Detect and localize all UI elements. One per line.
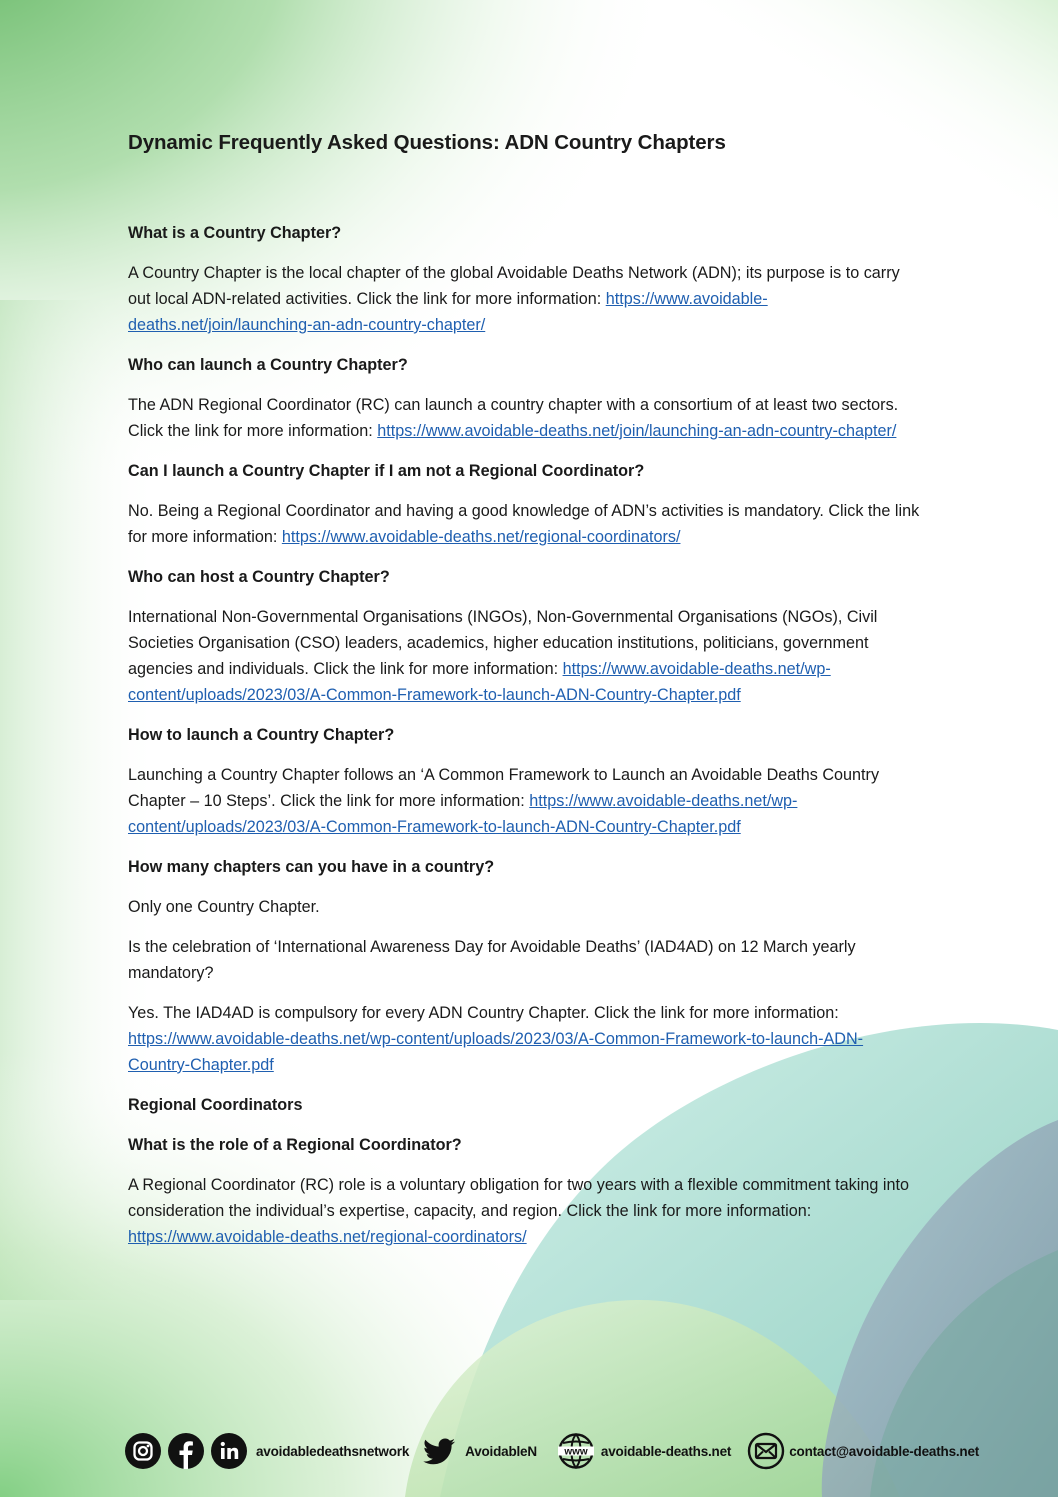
answer-how-many-chapters: Only one Country Chapter. bbox=[128, 898, 320, 916]
answer-text: International Non-Governmental Organisations (INGOs), Non-Governmental Organisations (NGOs), Civil Societies Organisation (CSO) leaders, academics, higher education institutions, politicians, government agencies and individuals. Click the link for more information: bbox=[128, 608, 878, 678]
answer-who-can-host bbox=[128, 604, 923, 708]
footer-contact-bar bbox=[124, 1428, 979, 1474]
more-info-link[interactable]: https://www.avoidable-deaths.net/join/launching-an-adn-country-chapter/ bbox=[128, 290, 768, 334]
more-info-link[interactable]: https://www.avoidable-deaths.net/regional-coordinators/ bbox=[281, 528, 681, 546]
more-info-link[interactable]: https://www.avoidable-deaths.net/wp-content/uploads/2023/03/A-Common-Framework-to-launch-ADN-Country-Chapter.pdf bbox=[128, 660, 831, 704]
answer-launch-without-rc bbox=[128, 498, 923, 550]
question-who-can-host: Who can host a Country Chapter? bbox=[128, 568, 390, 586]
answer-who-can-launch bbox=[128, 392, 923, 444]
section-heading-regional-coordinators: Regional Coordinators bbox=[128, 1096, 303, 1114]
question-who-can-launch: Who can launch a Country Chapter? bbox=[128, 356, 408, 374]
facebook-icon[interactable] bbox=[167, 1432, 205, 1470]
answer-text: No. Being a Regional Coordinator and having a good knowledge of ADN’s activities is mandatory. Click the link for more information: bbox=[128, 502, 920, 546]
answer-text: Launching a Country Chapter follows an ‘A Common Framework to Launch an Avoidable Deaths Country Chapter – 10 Steps’. Click the link for more information: bbox=[128, 766, 880, 810]
more-info-link[interactable]: https://www.avoidable-deaths.net/wp-content/uploads/2023/03/A-Common-Framework-to-launch-ADN-Country-Chapter.pdf bbox=[128, 792, 798, 836]
faq-document bbox=[128, 128, 923, 1264]
contact-email[interactable]: contact@avoidable-deaths.net bbox=[789, 1443, 980, 1459]
twitter-handle[interactable]: AvoidableN bbox=[465, 1443, 537, 1459]
instagram-icon[interactable] bbox=[124, 1432, 162, 1470]
svg-text:www: www bbox=[564, 1446, 588, 1458]
answer-rc-role bbox=[128, 1172, 923, 1250]
answer-what-is-chapter bbox=[128, 260, 923, 338]
question-how-many-chapters: How many chapters can you have in a country? bbox=[128, 858, 495, 876]
twitter-icon[interactable] bbox=[419, 1432, 459, 1470]
question-rc-role: What is the role of a Regional Coordinator? bbox=[128, 1136, 462, 1154]
answer-text: The ADN Regional Coordinator (RC) can launch a country chapter with a consortium of at least two sectors. Click the link for more information: bbox=[128, 396, 899, 440]
answer-text: A Country Chapter is the local chapter of the global Avoidable Deaths Network (ADN); its purpose is to carry out local ADN-related activities. Click the link for more information: bbox=[128, 264, 900, 308]
www-globe-icon[interactable] bbox=[557, 1432, 595, 1470]
more-info-link[interactable]: https://www.avoidable-deaths.net/join/launching-an-adn-country-chapter/ bbox=[377, 422, 897, 440]
answer-text: A Regional Coordinator (RC) role is a voluntary obligation for two years with a flexible commitment taking into consideration the individual’s expertise, capacity, and region. Click the link for more information: bbox=[128, 1176, 909, 1220]
more-info-link[interactable]: https://www.avoidable-deaths.net/regional-coordinators/ bbox=[128, 1228, 527, 1246]
page-title: Dynamic Frequently Asked Questions: ADN Country Chapters bbox=[128, 131, 726, 154]
linkedin-icon[interactable] bbox=[210, 1432, 248, 1470]
email-icon[interactable] bbox=[747, 1432, 785, 1470]
more-info-link[interactable]: https://www.avoidable-deaths.net/wp-content/uploads/2023/03/A-Common-Framework-to-launch-ADN-Country-Chapter.pdf bbox=[128, 1030, 864, 1074]
social-handle[interactable]: avoidabledeathsnetwork bbox=[256, 1443, 410, 1459]
answer-iad4ad-mandatory bbox=[128, 1000, 923, 1078]
website-link[interactable]: avoidable-deaths.net bbox=[600, 1443, 732, 1459]
question-how-to-launch: How to launch a Country Chapter? bbox=[128, 726, 395, 744]
answer-how-to-launch bbox=[128, 762, 923, 840]
answer-text: Yes. The IAD4AD is compulsory for every ADN Country Chapter. Click the link for more information: bbox=[128, 1004, 839, 1022]
question-launch-without-rc: Can I launch a Country Chapter if I am not a Regional Coordinator? bbox=[128, 462, 645, 480]
question-iad4ad-mandatory: Is the celebration of ‘International Awareness Day for Avoidable Deaths’ (IAD4AD) on 12 March yearly mandatory? bbox=[128, 938, 856, 982]
question-what-is-chapter: What is a Country Chapter? bbox=[128, 224, 342, 242]
